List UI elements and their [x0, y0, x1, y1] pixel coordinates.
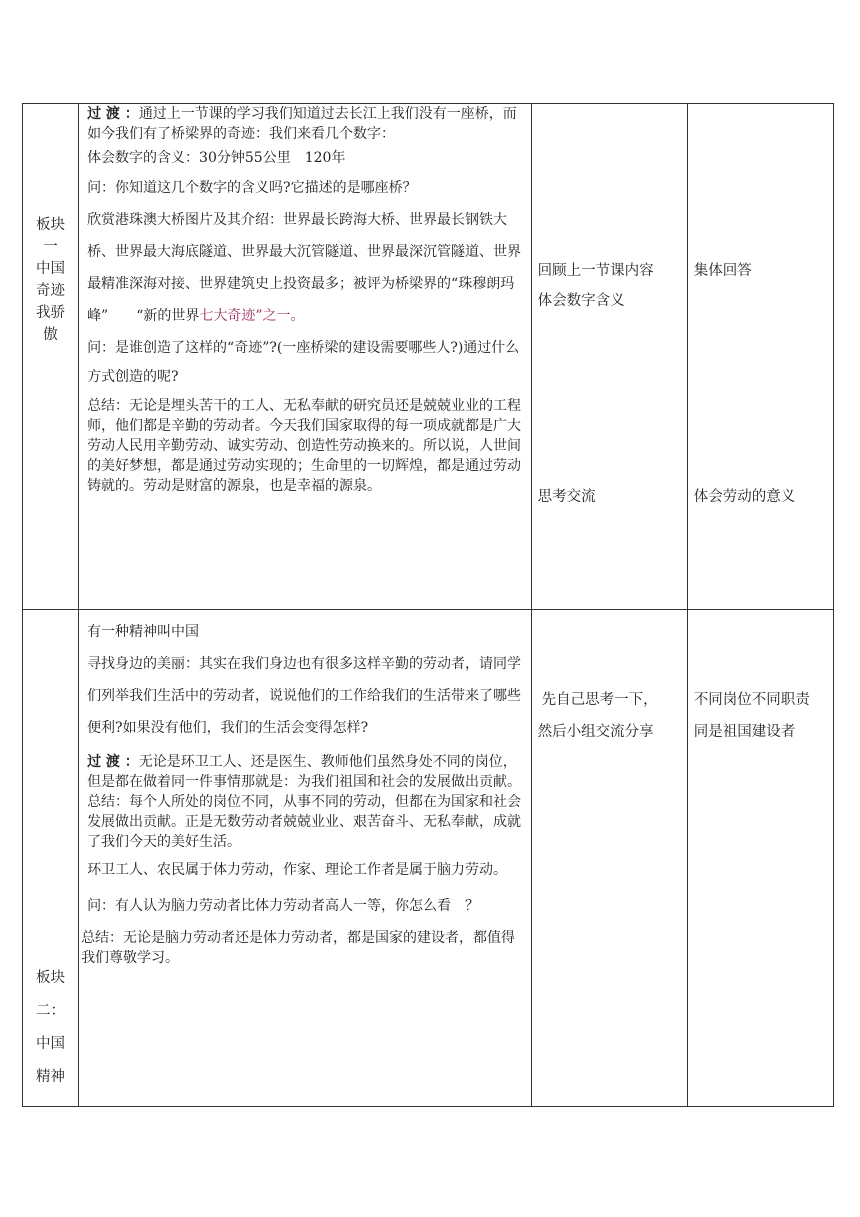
student-activity-cell	[531, 610, 687, 1107]
section-label-1: 板块 一 中国 奇迹 我骄 傲	[36, 217, 66, 343]
student-activity-discuss: 思考交流	[537, 489, 596, 505]
design-intent-cell	[687, 104, 833, 610]
student-activity-share: 然后小组交流分享	[537, 724, 654, 740]
question-3: 问：有人认为脑力劳动者比体力劳动者高人一等，你怎么看 ？	[87, 898, 480, 914]
lesson-plan-table	[22, 103, 834, 1107]
find-beauty-paragraph: 寻找身边的美丽：其实在我们身边也有很多这样辛勤的劳动者，请同学们列举我们生活中的劳动者，说说他们的工作给我们的生活带来了哪些便利?如果没有他们，我们的生活会变得怎样?	[87, 656, 522, 736]
transition-paragraph: 过 渡 ：通过上一节课的学习我们知道过去长江上我们没有一座桥，而如今我们有了桥梁界的奇迹：我们来看几个数字：	[87, 106, 517, 142]
design-intent-answer: 集体回答	[693, 263, 752, 279]
labor-types: 环卫工人、农民属于体力劳动，作家、理论工作者是属于脑力劳动。	[87, 862, 508, 878]
section-heading: 有一种精神叫中国	[87, 624, 200, 640]
design-intent-cell	[687, 610, 833, 1107]
table-row	[23, 104, 834, 610]
student-activity-cell	[531, 104, 687, 610]
teaching-content-cell	[79, 104, 532, 610]
question-1: 问：你知道这几个数字的含义吗?它描述的是哪座桥？	[87, 180, 417, 196]
student-activity-think: 先自己思考一下，	[541, 692, 658, 708]
section-label-cell	[23, 104, 79, 610]
table-row	[23, 610, 834, 1107]
teaching-content-cell	[79, 610, 532, 1107]
summary-3: 总结：无论是脑力劳动者还是体力劳动者，都是国家的建设者，都值得我们尊敬学习。	[81, 930, 516, 966]
design-intent-builders: 同是祖国建设者	[693, 724, 796, 740]
summary-2: 总结：每个人所处的岗位不同，从事不同的劳动，但都在为国家和社会发展做出贡献。正是无数劳动者兢兢业业、艰苦奋斗、无私奉献，成就了我们今天的美好生活。	[87, 794, 522, 850]
numbers-line: 体会数字的含义：30分钟55公里 120年	[87, 150, 346, 166]
section-label-2: 板块 二： 中国 精神	[36, 970, 66, 1085]
design-intent-roles: 不同岗位不同职责	[693, 692, 810, 708]
student-activity-numbers: 体会数字含义	[537, 293, 625, 309]
student-activity-review: 回顾上一节课内容	[537, 263, 654, 279]
transition-paragraph-2: 过 渡 ：无论是环卫工人、还是医生、教师他们虽然身处不同的岗位，但是都在做着同一件事情那就是：为我们祖国和社会的发展做出贡献。	[87, 754, 522, 790]
summary-1: 总结：无论是埋头苦干的工人、无私奉献的研究员还是兢兢业业的工程师，他们都是辛勤的劳动者。今天我们国家取得的每一项成就都是广大劳动人民用辛勤劳动、诚实劳动、创造性劳动换来的。所以说，人世间的美好梦想，都是通过劳动实现的；生命里的一切辉煌，都是通过劳动铸就的。劳动是财富的源泉，也是幸福的源泉。	[87, 398, 522, 494]
section-label-cell	[23, 610, 79, 1107]
design-intent-labor-meaning: 体会劳动的意义	[693, 489, 796, 505]
question-2: 问：是谁创造了这样的“奇迹”?(一座桥梁的建设需要哪些人?)通过什么方式创造的呢?	[87, 340, 520, 385]
bridge-intro: 欣赏港珠澳大桥图片及其介绍：世界最长跨海大桥、世界最长钢铁大桥、世界最大海底隧道、世界最大沉管隧道、世界最深沉管隧道、世界最精准深海对接、世界建筑史上投资最多；被评为桥梁界的“珠穆朗玛峰” “新的世界七大奇迹”之一。	[87, 212, 522, 324]
